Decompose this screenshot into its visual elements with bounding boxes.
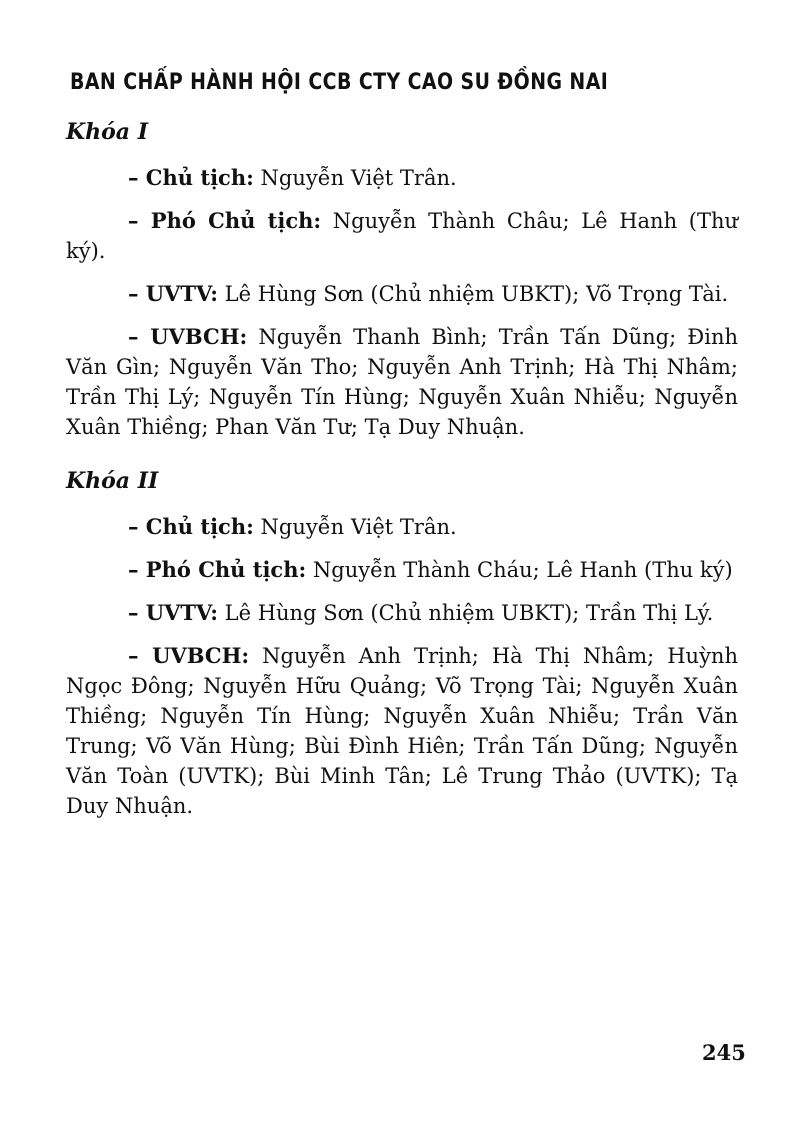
entry-executive-committee-2 (66, 641, 738, 821)
role-label: – Chủ tịch: (128, 165, 254, 190)
entry-vice-chairman-1 (66, 206, 738, 266)
entry-chairman-2 (66, 512, 738, 542)
role-label: – UVBCH: (128, 643, 250, 668)
entry-standing-committee-1 (66, 279, 738, 309)
role-label: – UVTV: (128, 600, 218, 625)
member-names: Lê Hùng Sơn (Chủ nhiệm UBKT); Võ Trọng Tài. (217, 282, 729, 306)
page-body (66, 62, 738, 834)
entry-vice-chairman-2 (66, 555, 738, 585)
member-names: Nguyễn Thành Cháu; Lê Hanh (Thu ký) (306, 558, 733, 582)
page-title: BAN CHẤP HÀNH HỘI CCB CTY CAO SU ĐỒNG NAI (70, 70, 609, 95)
role-label: – UVBCH: (128, 324, 248, 349)
session-heading-1: Khóa I (66, 119, 148, 145)
member-names: Nguyễn Thanh Bình; Trần Tấn Dũng; Đinh Văn Gìn; Nguyễn Văn Tho; Nguyễn Anh Trịnh; Hà Thị Nhâm; Trần Thị Lý; Nguyễn Tín Hùng; Nguyễn Xuân Nhiễu; Nguyễn Xuân Thiềng; Phan Văn Tư; Tạ Duy Nhuận. (66, 325, 738, 439)
entry-chairman-1 (66, 163, 738, 193)
member-names: Nguyễn Thành Châu; Lê Hanh (Thư ký). (66, 209, 739, 263)
role-label: – Phó Chủ tịch: (128, 208, 322, 233)
member-names: Nguyễn Việt Trân. (253, 515, 457, 539)
entry-standing-committee-2 (66, 598, 738, 628)
member-names: Lê Hùng Sơn (Chủ nhiệm UBKT); Trần Thị Lý. (217, 601, 714, 625)
member-names: Nguyễn Anh Trịnh; Hà Thị Nhâm; Huỳnh Ngọc Đông; Nguyễn Hữu Quảng; Võ Trọng Tài; Nguyễn Xuân Thiềng; Nguyễn Tín Hùng; Nguyễn Xuân Nhiễu; Trần Văn Trung; Võ Văn Hùng; Bùi Đình Hiên; Trần Tấn Dũng; Nguyễn Văn Toàn (UVTK); Bùi Minh Tân; Lê Trung Thảo (UVTK); Tạ Duy Nhuận. (66, 644, 738, 818)
role-label: – Chủ tịch: (128, 514, 254, 539)
member-names: Nguyễn Việt Trân. (253, 166, 457, 190)
role-label: – UVTV: (128, 281, 218, 306)
session-heading-2: Khóa II (66, 468, 159, 494)
role-label: – Phó Chủ tịch: (128, 557, 307, 582)
page-number: 245 (702, 1040, 746, 1065)
entry-executive-committee-1 (66, 322, 738, 442)
